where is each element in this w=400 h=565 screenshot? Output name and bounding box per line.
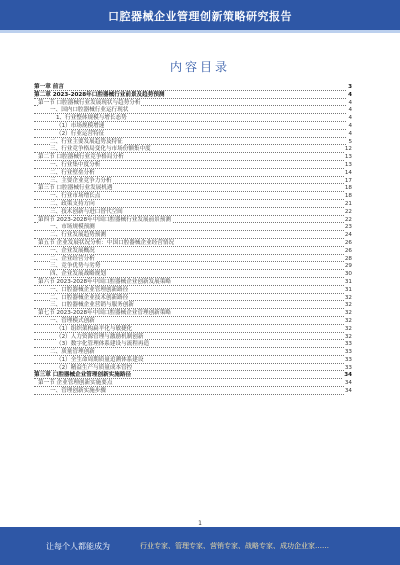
toc-entry-label: 三、口腔器械企业营销与服务创新 bbox=[50, 302, 134, 309]
toc-entry[interactable] bbox=[34, 388, 352, 396]
toc-entry-page: 28 bbox=[344, 255, 352, 262]
toc-leader-dots bbox=[34, 316, 346, 317]
toc-entry-label: 二、口腔器械企业技术创新路径 bbox=[50, 294, 129, 301]
toc-leader-dots bbox=[34, 238, 346, 239]
footer-slogan-left: 让每个人都能成为 bbox=[46, 542, 110, 551]
toc-entry-label: （1）全生命周期质量追溯体系建设 bbox=[56, 356, 144, 363]
toc-entry-label: 三、行业竞争格局变化与市场份额集中度 bbox=[50, 146, 151, 153]
toc-entry-page: 14 bbox=[344, 169, 352, 176]
toc-entry[interactable] bbox=[34, 302, 352, 310]
toc-entry-label: 第三章 口腔器械企业管理创新实施路径 bbox=[34, 372, 132, 379]
toc-entry[interactable] bbox=[34, 357, 352, 365]
toc-entry[interactable] bbox=[34, 123, 352, 131]
toc-entry[interactable] bbox=[34, 154, 352, 162]
toc-leader-dots bbox=[34, 277, 346, 278]
toc-entry[interactable] bbox=[34, 201, 352, 209]
toc-entry-label: 四、企业发展战略规划 bbox=[50, 271, 106, 278]
toc-leader-dots bbox=[34, 160, 346, 161]
toc-entry-page: 18 bbox=[344, 193, 352, 200]
toc-entry-page: 4 bbox=[348, 107, 352, 114]
toc-entry[interactable] bbox=[34, 349, 352, 357]
toc-entry-label: 1、行业整体规模与增长态势 bbox=[56, 115, 127, 122]
toc-entry[interactable] bbox=[34, 271, 352, 279]
toc-entry-page: 13 bbox=[344, 154, 352, 161]
toc-entry-page: 4 bbox=[348, 91, 352, 98]
toc-entry-label: 二、政策支持方向 bbox=[50, 200, 95, 207]
toc-entry[interactable] bbox=[34, 193, 352, 201]
toc-leader-dots bbox=[34, 386, 346, 387]
toc-leader-dots bbox=[34, 230, 346, 231]
toc-entry-label: 二、行业主要发展趋势及特征 bbox=[50, 138, 123, 145]
toc-entry-page: 33 bbox=[344, 349, 352, 356]
toc-entry[interactable] bbox=[34, 326, 352, 334]
toc-leader-dots bbox=[34, 199, 346, 200]
toc-entry[interactable] bbox=[34, 131, 352, 139]
toc-entry-label: 二、行业壁垒分析 bbox=[50, 169, 95, 176]
toc-entry-page: 31 bbox=[344, 286, 352, 293]
toc-entry-page: 30 bbox=[344, 271, 352, 278]
toc-entry[interactable] bbox=[34, 380, 352, 388]
report-title: 口腔器械企业管理创新策略研究报告 bbox=[108, 10, 292, 23]
toc-entry-label: 一、管理模式创新 bbox=[50, 317, 95, 324]
toc-entry-page: 26 bbox=[344, 247, 352, 254]
toc-entry-page: 32 bbox=[344, 310, 352, 317]
toc-entry[interactable] bbox=[34, 92, 352, 100]
toc-heading: 内容目录 bbox=[169, 60, 230, 74]
toc-entry[interactable] bbox=[34, 209, 352, 217]
toc-entry-page: 22 bbox=[344, 208, 352, 215]
toc-entry-page: 3 bbox=[348, 84, 352, 90]
footer-banner bbox=[0, 527, 400, 565]
header-underline bbox=[0, 30, 400, 33]
toc-entry-label: 二、质量管理创新 bbox=[50, 349, 95, 356]
toc-entry-page: 32 bbox=[344, 325, 352, 332]
toc-entry-label: 第二节 口腔器械行业竞争格局分析 bbox=[38, 154, 124, 161]
toc-entry-label: 一、市场规模预测 bbox=[50, 224, 95, 231]
table-of-contents bbox=[34, 84, 352, 396]
toc-entry-page: 32 bbox=[344, 333, 352, 340]
toc-entry[interactable] bbox=[34, 232, 352, 240]
toc-entry[interactable] bbox=[34, 248, 352, 256]
toc-leader-dots bbox=[34, 347, 346, 348]
toc-entry[interactable] bbox=[34, 84, 352, 92]
toc-entry-label: （3）数字化管理体系建设与流程再造 bbox=[56, 341, 150, 348]
toc-entry-label: 一、口腔器械企业管理创新路径 bbox=[50, 286, 129, 293]
toc-leader-dots bbox=[34, 355, 346, 356]
toc-entry-label: 第二章 2023-2028年口腔器械行业前景及趋势预测 bbox=[34, 91, 165, 98]
toc-entry[interactable] bbox=[34, 224, 352, 232]
toc-entry-label: 一、管理创新实施步骤 bbox=[50, 388, 106, 395]
toc-leader-dots bbox=[34, 308, 346, 309]
toc-entry[interactable] bbox=[34, 146, 352, 154]
toc-entry-page: 4 bbox=[348, 130, 352, 137]
toc-entry-label: 第五节 企业发展状况分析：中国口腔器械企业经营情况 bbox=[38, 239, 175, 246]
toc-entry-page: 4 bbox=[348, 99, 352, 106]
toc-entry-label: 第一章 前言 bbox=[34, 84, 64, 90]
toc-entry[interactable] bbox=[34, 279, 352, 287]
toc-entry-page: 31 bbox=[344, 278, 352, 285]
toc-entry-label: 第六节 2023-2028年中国口腔器械企业创新发展策略 bbox=[38, 278, 171, 285]
toc-entry-label: 二、企业经营分析 bbox=[50, 255, 95, 262]
toc-leader-dots bbox=[34, 394, 346, 395]
toc-entry-page: 34 bbox=[344, 388, 352, 395]
toc-entry-label: （1）组织架构扁平化与敏捷化 bbox=[56, 325, 133, 332]
toc-leader-dots bbox=[34, 269, 346, 270]
toc-entry-page: 24 bbox=[344, 232, 352, 239]
toc-entry[interactable] bbox=[34, 341, 352, 349]
toc-entry-page: 12 bbox=[344, 146, 352, 153]
toc-entry-label: 一、行业市场增长点 bbox=[50, 193, 101, 200]
toc-entry-label: 一、国内口腔器械行业运行现状 bbox=[50, 107, 129, 114]
toc-entry-label: 三、主要企业竞争力分析 bbox=[50, 177, 112, 184]
toc-entry-page: 33 bbox=[344, 341, 352, 348]
toc-entry-label: 第一节 口腔器械行业发展现状与趋势分析 bbox=[38, 99, 141, 106]
toc-entry-page: 13 bbox=[344, 161, 352, 168]
toc-entry-page: 5 bbox=[348, 138, 352, 145]
toc-entry-label: （2）行业运营特征 bbox=[56, 130, 105, 137]
footer-slogan-right: 行业专家、管理专家、营销专家、战略专家、成功企业家…… bbox=[140, 542, 329, 550]
toc-entry-label: （2）人力资源管理与激励机制创新 bbox=[56, 333, 144, 340]
toc-entry-page: 33 bbox=[344, 356, 352, 363]
toc-entry[interactable] bbox=[34, 170, 352, 178]
toc-entry-label: 一、行业集中度分析 bbox=[50, 161, 101, 168]
toc-entry-label: 第四节 2023-2028年中国口腔器械行业发展前景预测 bbox=[38, 216, 171, 223]
toc-entry-page: 32 bbox=[344, 317, 352, 324]
toc-entry[interactable] bbox=[34, 115, 352, 123]
toc-entry-label: 一、企业发展概况 bbox=[50, 247, 95, 254]
toc-entry-page: 23 bbox=[344, 224, 352, 231]
toc-leader-dots bbox=[34, 191, 346, 192]
toc-entry-page: 32 bbox=[344, 302, 352, 309]
toc-entry-page: 34 bbox=[344, 372, 352, 379]
toc-entry-page: 33 bbox=[344, 364, 352, 371]
toc-leader-dots bbox=[34, 121, 346, 122]
toc-entry-page: 22 bbox=[344, 216, 352, 223]
toc-entry[interactable] bbox=[34, 263, 352, 271]
toc-entry-label: 第三节 口腔器械行业发展机遇 bbox=[38, 185, 113, 192]
toc-leader-dots bbox=[34, 90, 346, 91]
toc-entry-label: （1）市场规模增速 bbox=[56, 122, 105, 129]
toc-entry-page: 17 bbox=[344, 177, 352, 184]
toc-entry-page: 18 bbox=[344, 185, 352, 192]
toc-entry-label: （2）精益生产与质量成本管控 bbox=[56, 364, 133, 371]
toc-entry-page: 21 bbox=[344, 200, 352, 207]
toc-entry[interactable] bbox=[34, 287, 352, 295]
toc-entry-page: 32 bbox=[344, 294, 352, 301]
toc-entry-page: 4 bbox=[348, 122, 352, 129]
toc-entry-page: 4 bbox=[348, 115, 352, 122]
toc-entry-label: 第七节 2023-2028年中国口腔器械企业管理创新策略 bbox=[38, 310, 171, 317]
toc-entry-label: 三、竞争优势与劣势 bbox=[50, 263, 101, 270]
toc-entry[interactable] bbox=[34, 162, 352, 170]
toc-entry-label: 第一节 企业管理创新实施要点 bbox=[38, 380, 113, 387]
toc-entry[interactable] bbox=[34, 240, 352, 248]
header-banner bbox=[0, 0, 400, 34]
toc-entry[interactable] bbox=[34, 318, 352, 326]
toc-entry[interactable] bbox=[34, 185, 352, 193]
toc-entry-label: 二、行业发展趋势预测 bbox=[50, 232, 106, 239]
toc-entry-page: 34 bbox=[344, 380, 352, 387]
toc-entry-page: 29 bbox=[344, 263, 352, 270]
toc-entry[interactable] bbox=[34, 310, 352, 318]
toc-entry-label: 三、技术创新与进口替代空间 bbox=[50, 208, 123, 215]
toc-entry-page: 26 bbox=[344, 239, 352, 246]
page-number: 1 bbox=[198, 520, 202, 527]
